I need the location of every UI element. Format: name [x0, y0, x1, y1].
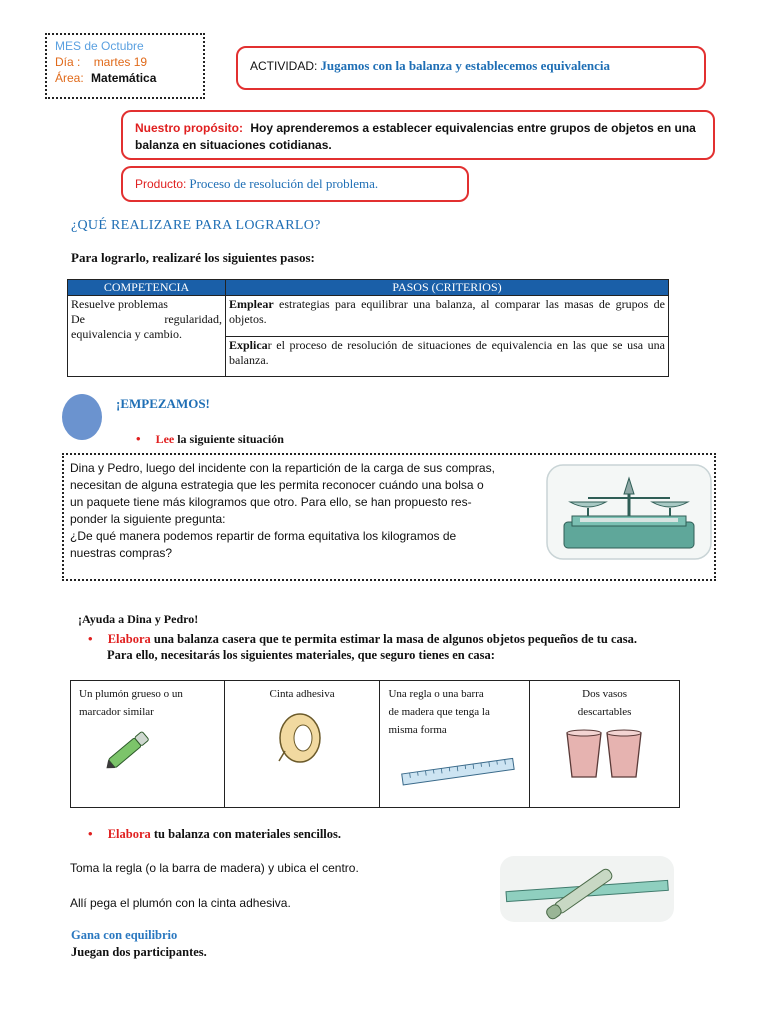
activity-label: ACTIVIDAD:: [250, 59, 318, 73]
material-cell: [224, 681, 380, 808]
day-row: [55, 54, 195, 70]
plan-intro: Para lograrlo, realizaré los siguientes pasos:: [71, 250, 315, 265]
read-verb: Lee: [155, 432, 175, 446]
situation-line: nuestras compras?: [70, 546, 173, 560]
situation-line: ponder la siguiente pregunta:: [70, 512, 226, 526]
day-value: martes 19: [93, 55, 148, 69]
material-line: Un plumón grueso o un: [79, 688, 183, 700]
material-cell: [71, 681, 225, 808]
product-box: [121, 166, 469, 202]
criteria-table: [67, 279, 669, 377]
build-text-line1: una balanza casera que te permita estimar la masa de algunos objetos pequeños de tu casa.: [153, 632, 637, 646]
situation-line: necesitan de alguna estrategia que les permita reconocer cuándo una bolsa o: [70, 478, 484, 492]
situation-line: un paquete tiene más kilogramos que otro. Para ello, se han propuesto res-: [70, 495, 472, 509]
cups-icon: [564, 729, 646, 781]
competencia-line: equivalencia y cambio.: [71, 327, 182, 341]
material-cell: [380, 681, 530, 808]
ruler-icon: [400, 757, 518, 787]
build2-verb: Elabora: [107, 827, 151, 841]
date-area-box: [45, 33, 205, 99]
build-bullet: [88, 826, 341, 842]
activity-box: [236, 46, 706, 90]
section-circle: [62, 394, 102, 440]
product-label: Producto:: [135, 177, 187, 191]
step-verb: Explica: [229, 337, 268, 352]
material-line: misma forma: [388, 724, 447, 736]
material-line: Una regla o una barra: [388, 688, 484, 700]
game-title: Gana con equilibrio: [71, 928, 178, 942]
step-cell: [226, 336, 669, 377]
ruler-marker-image: [500, 856, 674, 922]
competencia-line: De: [71, 312, 85, 326]
marker-icon: [99, 725, 159, 775]
build-text-line2: Para ello, necesitarás los siguientes materiales, que seguro tienes en casa:: [107, 648, 495, 662]
purpose-line2: balanza en situaciones cotidianas.: [135, 138, 332, 152]
build-instruction: [88, 630, 720, 648]
build-step1: Toma la regla (o la barra de madera) y ubica el centro.: [70, 861, 359, 875]
material-line: marcador similar: [79, 706, 154, 718]
step-text: el proceso de resolución de situaciones de equivalencia en las que se usa una balanza.: [229, 337, 665, 367]
competencia-line: Resuelve problemas: [71, 297, 168, 311]
start-heading: ¡EMPEZAMOS!: [116, 396, 210, 411]
material-line: descartables: [577, 706, 632, 718]
material-line: de madera que tenga la: [388, 706, 490, 718]
situation-text: [70, 460, 530, 562]
step-cell: [226, 296, 669, 337]
month-label: MES de Octubre: [55, 39, 144, 53]
read-bullet: [136, 431, 284, 447]
criteria-header-row: [68, 280, 669, 296]
area-label: Área:: [55, 71, 84, 85]
activity-title: Jugamos con la balanza y establecemos equivalencia: [320, 58, 610, 73]
material-line: Dos vasos: [582, 688, 628, 700]
step-verb: Emplear: [229, 297, 274, 311]
step-verb-suffix: r: [267, 337, 272, 352]
read-text: la siguiente situación: [177, 432, 284, 446]
area-value: Matemática: [91, 71, 157, 85]
plan-heading: ¿QUÉ REALIZARE PARA LOGRARLO?: [71, 218, 321, 233]
step-text: estrategias para equilibrar una balanza, al comparar las masas de grupos de objetos.: [229, 297, 665, 326]
purpose-label: Nuestro propósito:: [135, 121, 243, 135]
build-verb: Elabora: [107, 632, 151, 646]
day-label: Día :: [55, 55, 81, 69]
competencia-cell: [68, 296, 226, 377]
table-row: [68, 296, 669, 337]
competencia-line: regularidad,: [164, 312, 222, 326]
situation-line: Dina y Pedro, luego del incidente con la repartición de la carga de sus compras,: [70, 461, 495, 475]
product-text: Proceso de resolución del problema.: [189, 176, 379, 191]
tape-icon: [275, 711, 325, 765]
help-heading: ¡Ayuda a Dina y Pedro!: [78, 612, 199, 626]
header-competencia: COMPETENCIA: [68, 280, 226, 296]
purpose-line1: Hoy aprenderemos a establecer equivalencias entre grupos de objetos en una: [250, 121, 696, 135]
balance-scale-image: [546, 464, 712, 560]
purpose-box: [121, 110, 715, 160]
table-row: [71, 681, 680, 808]
materials-table: [70, 680, 680, 808]
game-subtitle: Juegan dos participantes.: [71, 945, 207, 959]
header-pasos: PASOS (CRITERIOS): [226, 280, 669, 296]
area-row: [55, 70, 195, 86]
build2-text: tu balanza con materiales sencillos.: [153, 827, 342, 841]
situation-line: ¿De qué manera podemos repartir de forma equitativa los kilogramos de: [70, 529, 457, 543]
build-step2: Allí pega el plumón con la cinta adhesiva.: [70, 896, 291, 910]
material-cell: [530, 681, 680, 808]
material-line: Cinta adhesiva: [269, 688, 335, 700]
